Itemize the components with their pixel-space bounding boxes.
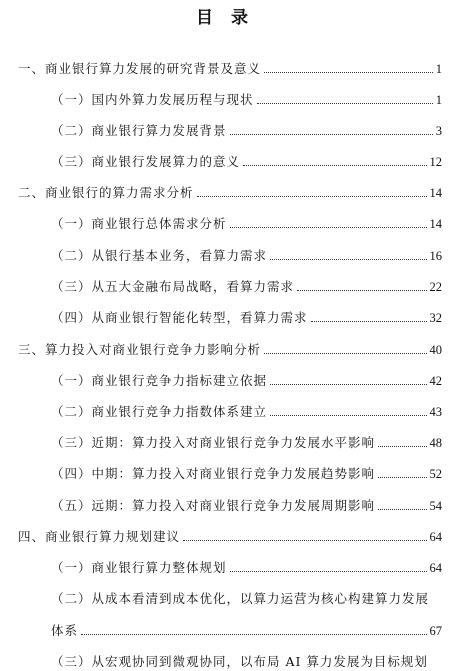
toc-entry-label: 二、商业银行的算力需求分析 [18,185,194,200]
dot-leader [270,384,426,385]
dot-leader [264,353,426,354]
dot-leader [311,321,427,322]
toc-entry[interactable] [51,556,442,576]
dot-leader [230,134,433,135]
dot-leader [230,571,427,572]
toc-entry-label: （二）商业银行算力发展背景 [51,123,227,138]
toc-entry-label: （四）中期：算力投入对商业银行竞争力发展趋势影响 [51,466,376,481]
toc-page-number: 1 [435,93,442,107]
dot-leader [378,477,426,478]
toc-entry[interactable] [51,212,442,232]
dot-leader [270,259,426,260]
dot-leader [270,415,426,416]
toc-entry[interactable] [51,494,442,514]
toc-page-number: 54 [429,499,442,513]
toc-page-number: 48 [429,436,442,450]
toc-entry[interactable] [18,57,442,77]
toc-entry[interactable] [51,244,442,264]
toc-entry-label: （一）商业银行竞争力指标建立依据 [51,373,268,388]
toc-entry[interactable] [51,369,442,389]
toc-page-number: 40 [429,343,442,357]
toc-entry[interactable] [51,88,442,108]
toc-page-number: 1 [435,62,442,76]
toc-page-number: 43 [429,405,442,419]
toc-entry-label: （二）从银行基本业务，看算力需求 [51,248,268,263]
toc-entry[interactable] [51,275,442,295]
toc-entry-wrapped-first-line[interactable]: （二）从成本看清到成本优化，以算力运营为核心构建算力发展 [51,591,430,606]
toc-entry-label: （二）商业银行竞争力指数体系建立 [51,404,268,419]
toc-page-number: 32 [429,311,442,325]
toc-page-number: 64 [429,561,442,575]
toc-entry-label: 四、商业银行算力规划建议 [18,529,181,544]
toc-page-number: 52 [429,467,442,481]
toc-page-number: 14 [429,186,442,200]
toc-entry[interactable] [18,181,442,201]
toc-entry-label: 三、算力投入对商业银行竞争力影响分析 [18,342,262,357]
toc-entry[interactable] [51,462,442,482]
toc-entry-label: （五）远期：算力投入对商业银行竞争力发展周期影响 [51,498,376,513]
toc-entry-label: （一）商业银行算力整体规划 [51,560,227,575]
toc-entry[interactable] [18,525,442,545]
toc-page-number: 3 [435,124,442,138]
toc-page-number: 67 [429,624,442,638]
toc-page-number: 42 [429,374,442,388]
toc-page-number: 16 [429,249,442,263]
toc-page-number: 22 [429,280,442,294]
dot-leader [243,165,426,166]
dot-leader [230,227,427,228]
page-title: 目 录 [196,8,254,28]
toc-entry-partial[interactable]: （三）从宏观协同到微观协同，以布局 AI 算力发展为目标规划 [51,654,428,669]
toc-page-number: 12 [429,155,442,169]
toc-entry[interactable] [51,119,442,139]
toc-entry[interactable] [51,306,442,326]
toc-entry-label: 体系 [51,623,79,638]
dot-leader [257,103,433,104]
toc-entry[interactable] [51,400,442,420]
toc-entry[interactable] [18,338,442,358]
dot-leader [197,196,427,197]
toc-page-number: 14 [429,217,442,231]
toc-entry[interactable] [51,431,442,451]
dot-leader [378,509,426,510]
toc-entry-label: （一）国内外算力发展历程与现状 [51,92,254,107]
toc-entry-wrapped-continuation[interactable] [51,619,442,639]
toc-page-number: 64 [429,530,442,544]
dot-leader [81,634,426,635]
toc-entry-label: 一、商业银行算力发展的研究背景及意义 [18,61,262,76]
dot-leader [378,446,426,447]
toc-entry-label: （一）商业银行总体需求分析 [51,216,227,231]
toc-entry-label: （四）从商业银行智能化转型，看算力需求 [51,310,308,325]
toc-entry-label: （三）从五大金融布局战略，看算力需求 [51,279,295,294]
toc-entry-label: （三）商业银行发展算力的意义 [51,154,241,169]
dot-leader [183,540,426,541]
dot-leader [264,72,433,73]
dot-leader [297,290,426,291]
toc-entry-label: （三）近期：算力投入对商业银行竞争力发展水平影响 [51,435,376,450]
toc-entry[interactable] [51,150,442,170]
